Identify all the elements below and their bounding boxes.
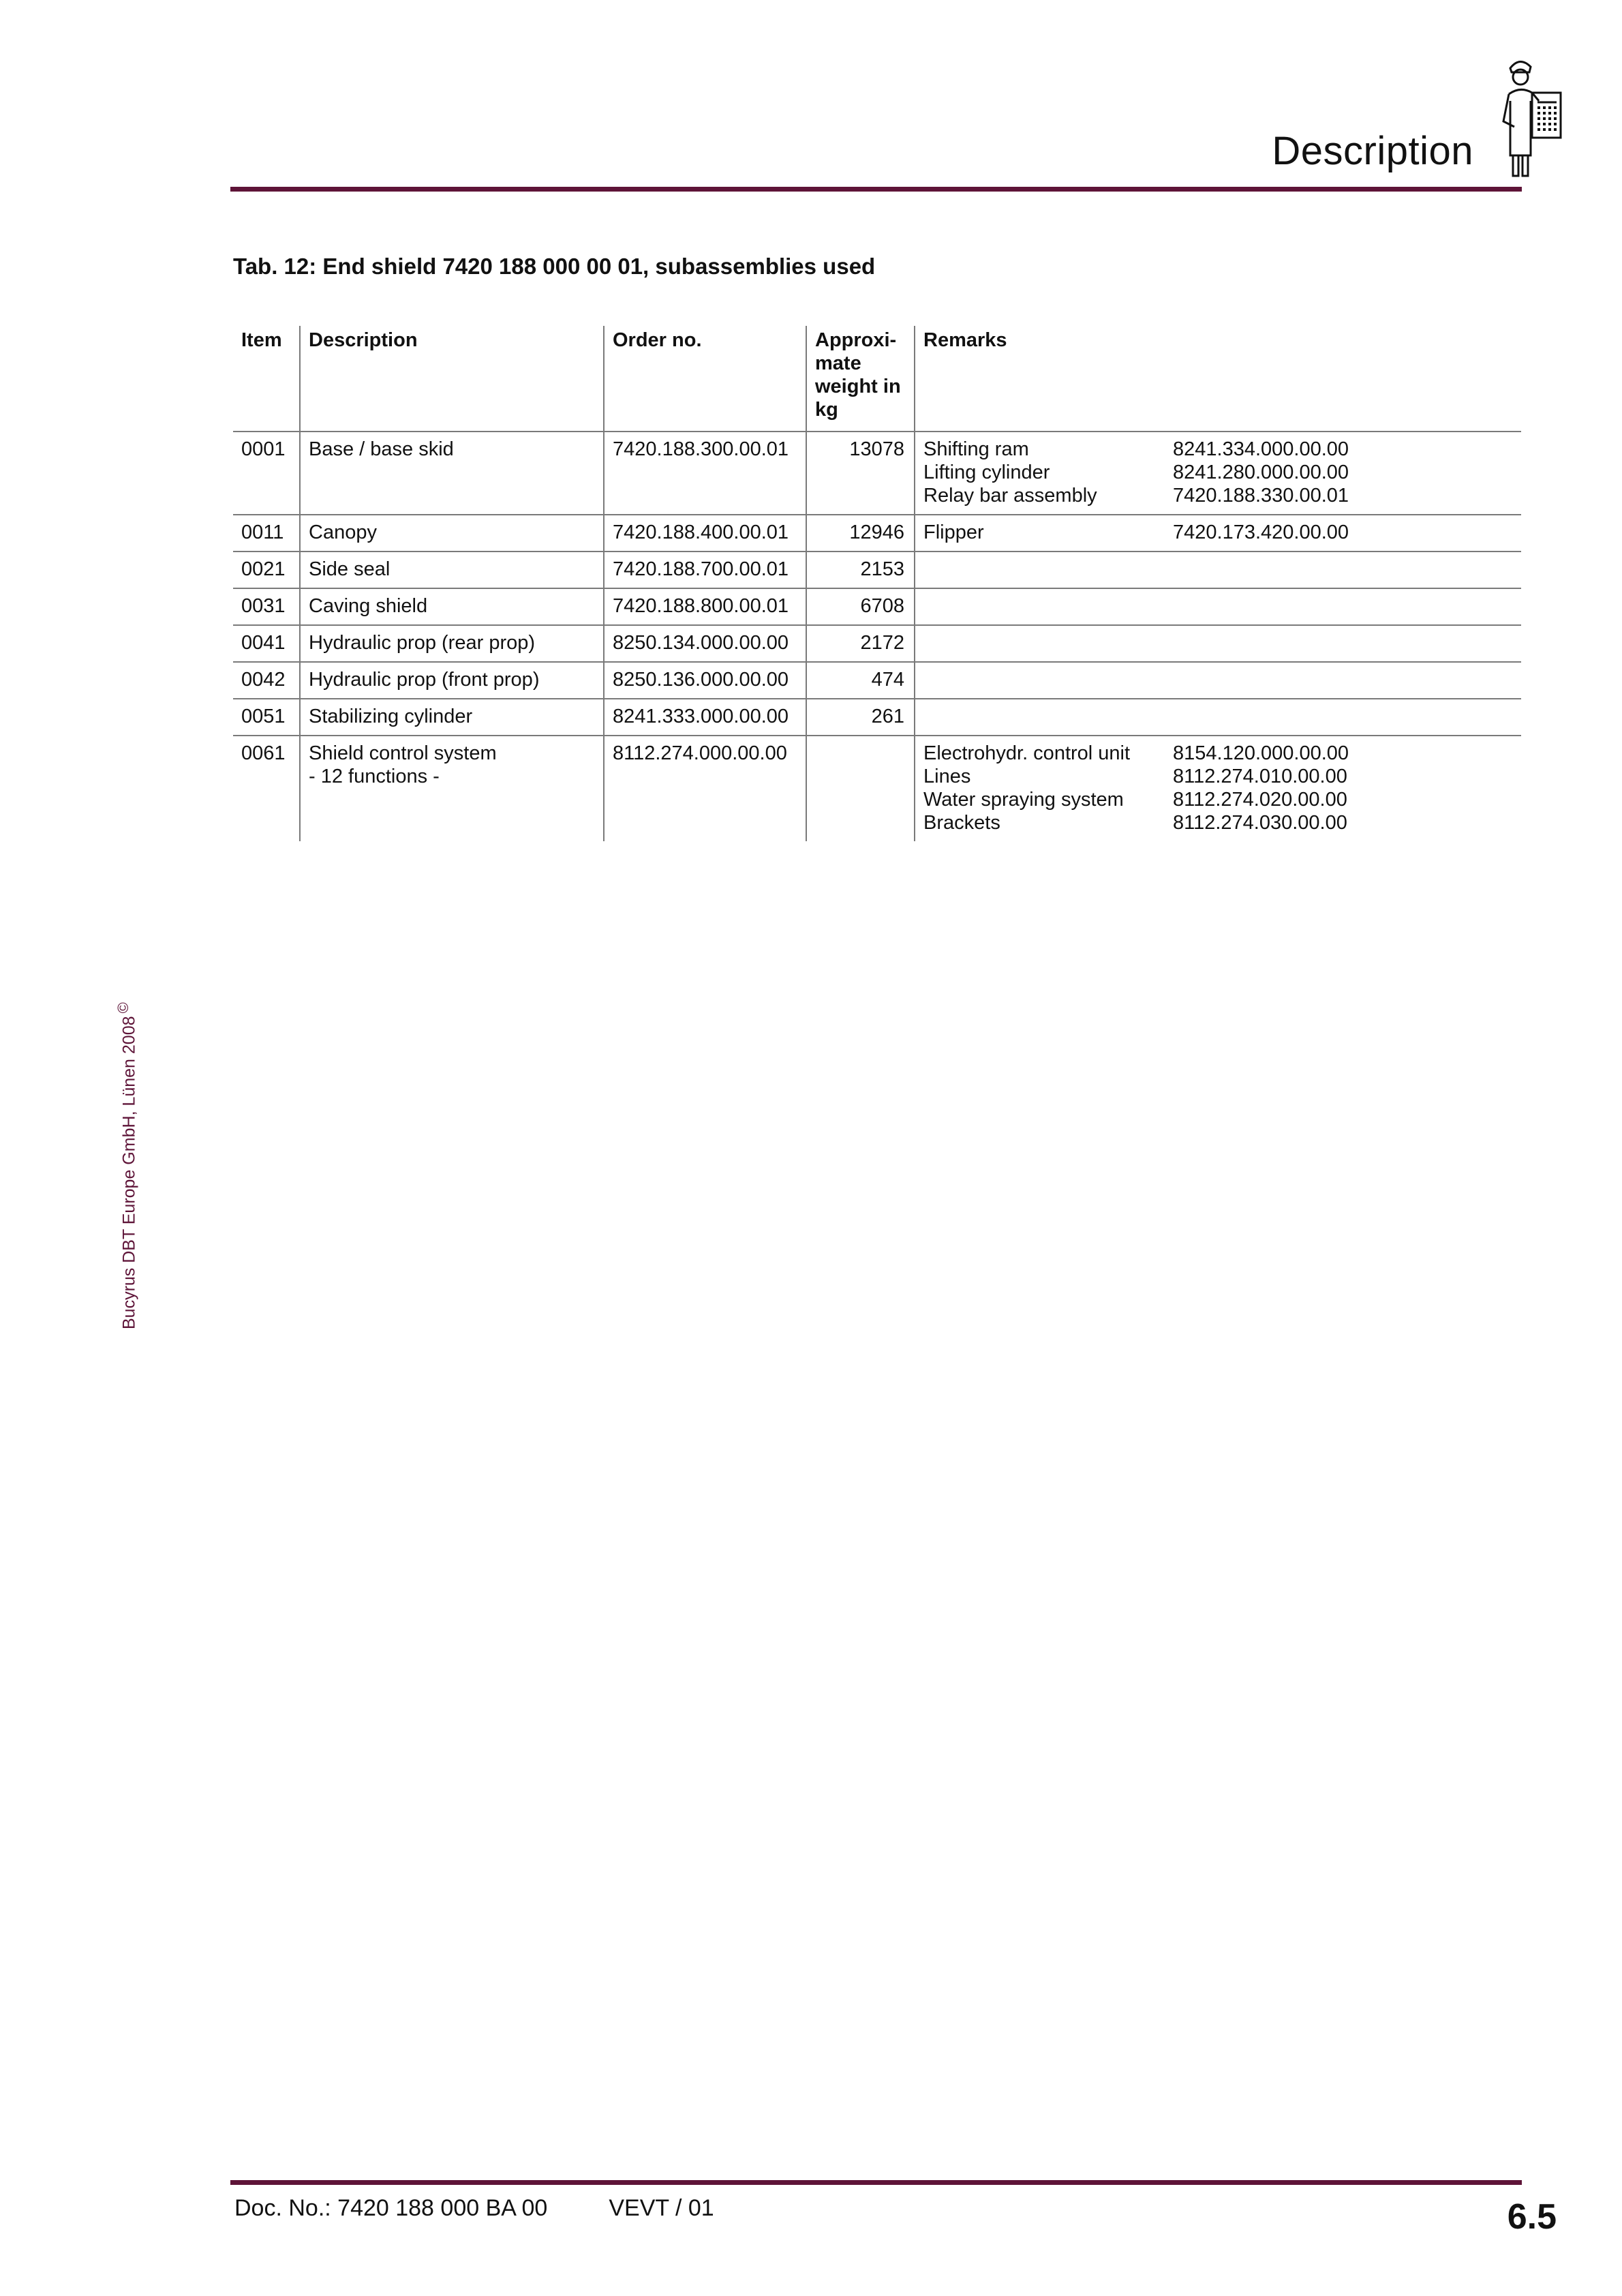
version: VEVT / 01	[609, 2195, 714, 2221]
description-line: Hydraulic prop (rear prop)	[309, 632, 536, 654]
remark-entry	[923, 484, 1512, 507]
cell-remarks	[914, 552, 1521, 588]
cell-remarks	[914, 432, 1521, 514]
cell-remarks	[914, 626, 1521, 661]
cell-remarks	[914, 589, 1521, 624]
cell-order-no: 7420.188.300.00.01	[603, 432, 806, 514]
remark-name: Lifting cylinder	[923, 462, 1050, 483]
cell-description	[299, 626, 603, 661]
cell-weight: 6708	[806, 589, 914, 624]
page-header-title: Description	[1272, 129, 1473, 173]
remark-name: Brackets	[923, 812, 1000, 834]
cell-description	[299, 432, 603, 514]
cell-item: 0041	[241, 632, 286, 654]
column-header-weight-line: mate	[815, 352, 861, 374]
cell-remarks	[914, 736, 1521, 841]
page-number: 6.5	[1507, 2197, 1557, 2237]
description-line: Stabilizing cylinder	[309, 706, 473, 727]
table-row	[233, 552, 1521, 589]
remark-order-no: 8241.334.000.00.00	[1173, 438, 1349, 460]
cell-order-no: 8250.136.000.00.00	[603, 663, 806, 698]
cell-remarks	[914, 515, 1521, 551]
remark-entry	[923, 461, 1512, 484]
subassemblies-table	[233, 326, 1521, 841]
cell-order-no: 8112.274.000.00.00	[603, 736, 806, 841]
footer-rule	[230, 2180, 1522, 2185]
remark-name: Shifting ram	[923, 438, 1029, 460]
cell-item: 0011	[241, 522, 284, 543]
cell-item: 0031	[241, 595, 286, 617]
copyright-symbol: ©	[114, 1002, 132, 1014]
description-line: Base / base skid	[309, 438, 454, 460]
remark-order-no: 8241.280.000.00.00	[1173, 462, 1349, 483]
table-row	[233, 432, 1521, 515]
column-header-weight-line: weight in	[815, 376, 901, 397]
cell-remarks	[914, 663, 1521, 698]
cell-description	[299, 515, 603, 551]
cell-description	[299, 589, 603, 624]
cell-item: 0061	[241, 742, 286, 764]
cell-weight: 2153	[806, 552, 914, 588]
cell-weight: 474	[806, 663, 914, 698]
description-line: Side seal	[309, 558, 391, 580]
cell-description	[299, 663, 603, 698]
header-rule	[230, 187, 1522, 192]
table-row	[233, 515, 1521, 552]
remark-order-no: 8112.274.030.00.00	[1173, 812, 1347, 834]
column-header-weight-line: kg	[815, 399, 838, 421]
remark-name: Relay bar assembly	[923, 485, 1097, 507]
cell-item: 0051	[241, 706, 286, 727]
remark-entry	[923, 438, 1512, 461]
cell-order-no: 7420.188.800.00.01	[603, 589, 806, 624]
cell-description	[299, 736, 603, 841]
cell-weight	[806, 736, 914, 841]
description-line: Shield control system	[309, 742, 497, 764]
cell-weight: 261	[806, 699, 914, 735]
cell-weight: 13078	[806, 432, 914, 514]
cell-weight: 12946	[806, 515, 914, 551]
table-row	[233, 589, 1521, 626]
column-header-remarks: Remarks	[914, 326, 1521, 431]
cell-order-no: 7420.188.400.00.01	[603, 515, 806, 551]
cell-remarks	[914, 699, 1521, 735]
table-body	[233, 432, 1521, 841]
description-line: Hydraulic prop (front prop)	[309, 669, 540, 691]
cell-description	[299, 552, 603, 588]
remark-name: Electrohydr. control unit	[923, 742, 1131, 764]
column-header-weight	[806, 326, 914, 431]
remark-order-no: 7420.188.330.00.01	[1173, 485, 1349, 507]
column-header-description: Description	[299, 326, 603, 431]
column-header-order-no: Order no.	[603, 326, 806, 431]
table-caption: Tab. 12: End shield 7420 188 000 00 01, subassemblies used	[233, 254, 876, 279]
remark-entry	[923, 521, 1512, 544]
description-line: - 12 functions -	[309, 766, 440, 787]
worker-with-clipboard-icon	[1490, 53, 1585, 183]
cell-order-no: 8250.134.000.00.00	[603, 626, 806, 661]
remark-entry	[923, 765, 1512, 788]
table-row	[233, 626, 1521, 663]
table-row	[233, 699, 1521, 736]
cell-item: 0042	[241, 669, 286, 691]
copyright-note	[114, 1002, 139, 1329]
doc-number: Doc. No.: 7420 188 000 BA 00	[234, 2195, 548, 2221]
remark-name: Flipper	[923, 522, 984, 543]
remark-order-no: 7420.173.420.00.00	[1173, 522, 1349, 543]
table-header-row	[233, 326, 1521, 432]
cell-item: 0001	[241, 438, 286, 460]
remark-entry	[923, 788, 1512, 811]
table-row	[233, 663, 1521, 699]
cell-weight: 2172	[806, 626, 914, 661]
cell-order-no: 7420.188.700.00.01	[603, 552, 806, 588]
column-header-weight-line: Approxi-	[815, 329, 897, 351]
cell-item: 0021	[241, 558, 286, 580]
description-line: Canopy	[309, 522, 377, 543]
description-line: Caving shield	[309, 595, 428, 617]
remark-order-no: 8112.274.020.00.00	[1173, 789, 1347, 811]
remark-order-no: 8112.274.010.00.00	[1173, 766, 1347, 787]
table-row	[233, 736, 1521, 841]
remark-entry	[923, 811, 1512, 834]
cell-order-no: 8241.333.000.00.00	[603, 699, 806, 735]
cell-description	[299, 699, 603, 735]
remark-order-no: 8154.120.000.00.00	[1173, 742, 1349, 764]
footer-doc-info	[234, 2195, 714, 2222]
copyright-text: Bucyrus DBT Europe GmbH, Lünen 2008	[119, 1016, 139, 1329]
remark-name: Lines	[923, 766, 971, 787]
remark-entry	[923, 742, 1512, 765]
column-header-item: Item	[241, 329, 282, 351]
remark-name: Water spraying system	[923, 789, 1124, 811]
